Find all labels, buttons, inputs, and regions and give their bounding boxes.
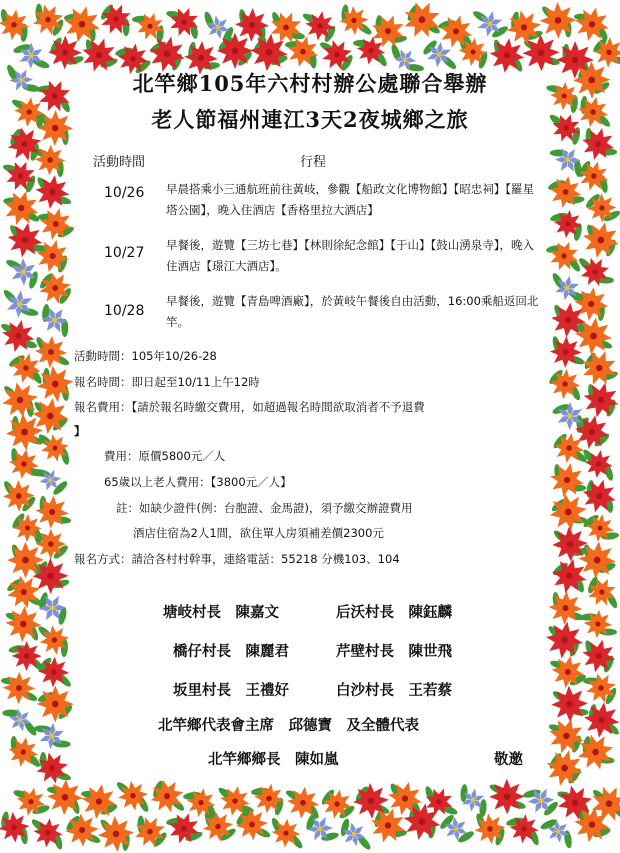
day-3-itinerary: 早餐後，遊覽【青島啤酒廠】，於黃岐午餐後自由活動，16:00乘船返回北竿。 [166,294,539,329]
signature-houwo: 后沃村長 陳鈺麟 [336,604,452,621]
flower-icon [334,0,375,41]
signup-fee: 報名費用：【請於報名時繳交費用，如超過報名時間欲取消者不予退費 [74,400,425,414]
flower-icon [576,473,620,519]
signature-banli: 坂里村長 王禮好 [173,682,289,699]
flower-icon [29,678,81,730]
flower-icon [95,0,136,40]
day-1-itinerary: 早晨搭乘小三通航班前往黃岐，參觀【船政文化博物館】【昭忠祠】【羅星塔公園】，晚入住酒店【香格里拉大酒店】 [166,182,534,217]
flower-icon [0,3,36,46]
flower-icon [523,783,558,818]
flower-icon [576,345,620,391]
signature-mayor: 北竿鄉鄉長 陳如嵐 [208,751,339,768]
flower-icon [584,512,617,545]
flower-icon [79,781,120,822]
flower-icon [303,9,337,43]
flower-icon [0,313,41,358]
flower-icon [576,633,620,679]
flower-icon [0,474,41,519]
flower-icon [544,714,589,759]
flower-icon [33,266,77,310]
flower-icon [578,604,618,644]
signup-method: 報名方式：請洽各村村幹事，連絡電話：55218 分機103、104 [74,552,400,566]
flower-icon [547,173,585,211]
day-2-itinerary: 早餐後，遊覽【三坊七巷】【林則徐紀念館】【于山】【鼓山湧泉寺】，晚入住酒店【璟江大酒店】。 [166,238,534,273]
flower-icon [581,187,620,228]
signature-qinbi: 芹壁村長 陳世飛 [336,643,452,660]
signup-fee-end: 】 [74,424,86,438]
leaf-icon [460,784,469,803]
schedule-header-itinerary: 行程 [300,155,327,170]
flower-icon [542,746,587,791]
flower-icon [581,700,620,740]
flower-icon [36,301,73,338]
signature-tangqi: 塘岐村長 陳嘉文 [163,604,279,621]
title-line-2: 老人節福州連江3天2夜城鄉之旅 [151,107,469,132]
flower-icon [545,649,591,695]
flower-icon [548,204,588,244]
fee: 費用：原價5800元／人 [104,449,226,463]
flower-icon [129,811,171,853]
flower-icon [468,807,512,851]
signature-council: 北竿鄉代表會主席 邱德寶 及全體代表 [158,717,419,734]
flower-icon [30,746,74,790]
schedule-header-time: 活動時間 [93,155,146,170]
note-documents: 註：如缺少證件(例：台胞證、金馬證)，須予繳交辦證費用 [116,501,413,515]
flower-icon [543,619,586,662]
flower-icon [14,784,49,819]
flower-icon [0,186,43,230]
flower-icon [544,363,587,406]
flower-icon [1,156,41,196]
flower-icon [575,252,615,292]
title-line-1: 北竿鄉105年六村村辦公處聯合舉辦 [132,71,488,96]
flower-icon [439,812,472,845]
signature-qiaozai: 橋仔村長 陳麗君 [173,643,289,660]
activity-time: 活動時間：105年10/26-28 [74,349,217,363]
flower-icon [33,201,78,246]
day-2-date: 10/27 [104,245,145,261]
day-1-date: 10/26 [104,185,145,201]
note-room: 酒店住宿為2人1間，欲住單人房須補差價2300元 [133,526,384,540]
closing-invite: 敬邀 [494,751,523,768]
flower-icon [577,540,618,581]
flower-icon [572,285,611,324]
flower-icon [0,215,49,264]
flower-icon [144,773,190,819]
day-3-date: 10/28 [104,303,145,319]
signature-baisha: 白沙村長 王若蔡 [336,682,452,699]
signup-time: 報名時間：即日起至10/11上午12時 [74,375,260,389]
elder-fee: 65歲以上老人費用：【3800元／人】 [104,475,292,489]
flower-icon [546,459,587,500]
